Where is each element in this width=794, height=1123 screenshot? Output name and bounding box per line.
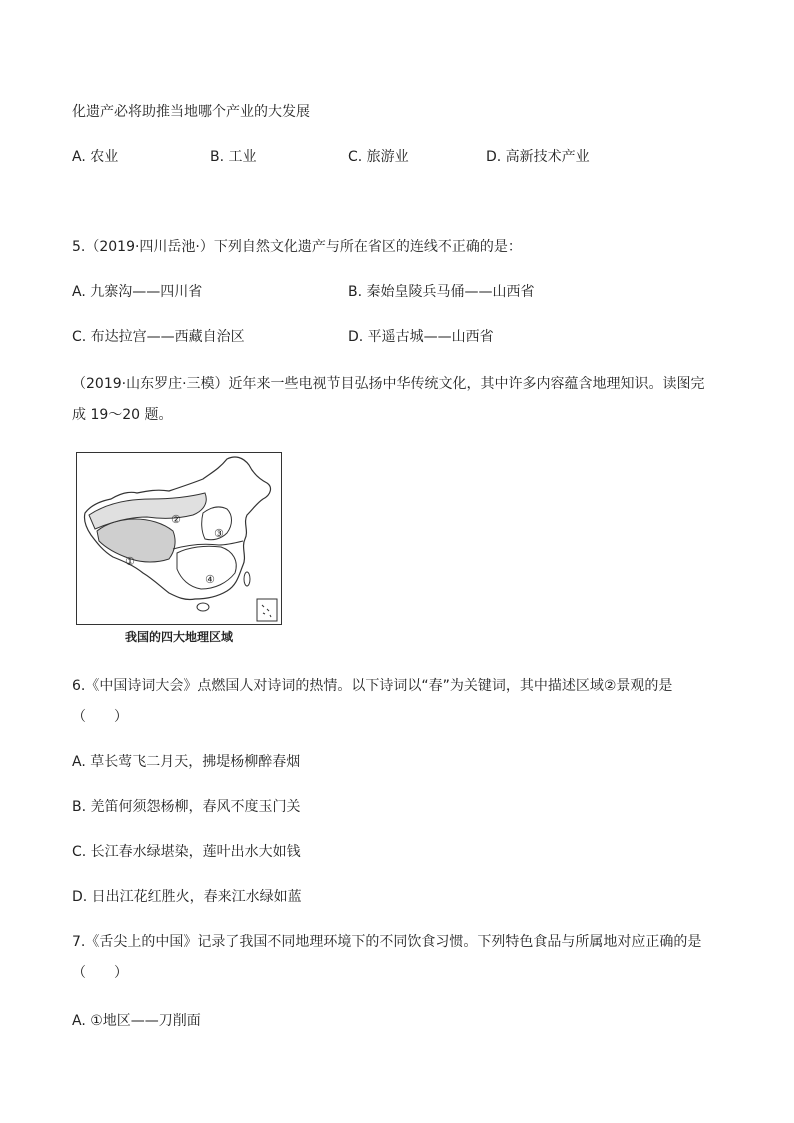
hainan-island xyxy=(197,603,209,611)
q4-option-a: A. 农业 xyxy=(72,149,119,165)
region-label-4: ④ xyxy=(205,573,215,586)
q7-option-a: A. ①地区——刀削面 xyxy=(72,1013,201,1029)
china-map-drawing xyxy=(77,453,281,624)
q5-option-d: D. 平遥古城——山西省 xyxy=(348,329,494,345)
region-label-3: ③ xyxy=(214,527,224,540)
q6-option-a: A. 草长莺飞二月天，拂堤杨柳醉春烟 xyxy=(72,754,301,770)
q5-stem: 5.（2019·四川岳池·）下列自然文化遗产与所在省区的连线不正确的是： xyxy=(72,239,522,255)
q5-option-c: C. 布达拉宫——西藏自治区 xyxy=(72,329,245,345)
q6-stem-line-1: 6.《中国诗词大会》点燃国人对诗词的热情。以下诗词以“春”为关键词，其中描述区域②景观的是 xyxy=(72,678,673,694)
region-1-area xyxy=(97,519,175,562)
china-regions-map xyxy=(76,452,282,625)
south-china-sea-inset xyxy=(257,599,277,621)
q4-option-c: C. 旅游业 xyxy=(348,149,409,165)
q7-stem-line-1: 7.《舌尖上的中国》记录了我国不同地理环境下的不同饮食习惯。下列特色食品与所属地对应正确的是 xyxy=(72,934,702,950)
q6-stem-line-2: （ ） xyxy=(72,709,128,725)
map-caption: 我国的四大地理区域 xyxy=(124,630,233,644)
intro-line-1: （2019·山东罗庄·三模）近年来一些电视节目弘扬中华传统文化，其中许多内容蕴含地理知识。读图完 xyxy=(72,376,705,392)
q7-stem-line-2: （ ） xyxy=(72,965,128,981)
region-label-2: ② xyxy=(171,513,181,526)
inset-islands xyxy=(262,605,271,617)
q4-stem-tail: 化遗产必将助推当地哪个产业的大发展 xyxy=(72,104,310,120)
taiwan-island xyxy=(244,572,250,586)
q5-option-b: B. 秦始皇陵兵马俑——山西省 xyxy=(348,284,535,300)
qinling-huaihe-line xyxy=(173,541,243,549)
region-label-1: ① xyxy=(125,555,135,568)
q6-option-b: B. 羌笛何须怨杨柳，春风不度玉门关 xyxy=(72,799,301,815)
q6-option-c: C. 长江春水绿堪染，莲叶出水大如钱 xyxy=(72,844,301,860)
q4-option-b: B. 工业 xyxy=(210,149,257,165)
intro-line-2: 成 19～20 题。 xyxy=(72,407,173,423)
q6-option-d: D. 日出江花红胜火，春来江水绿如蓝 xyxy=(72,889,302,905)
q5-option-a: A. 九寨沟——四川省 xyxy=(72,284,203,300)
q4-option-d: D. 高新技术产业 xyxy=(486,149,590,165)
